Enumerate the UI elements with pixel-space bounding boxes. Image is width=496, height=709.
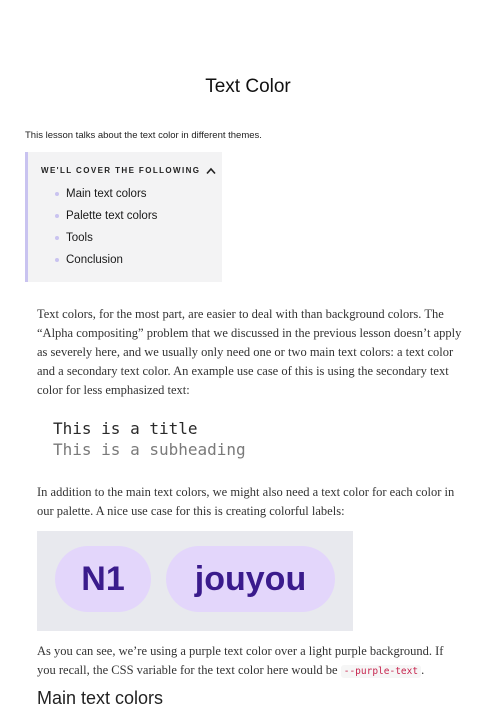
bullet-icon: [55, 258, 59, 262]
paragraph-palette-colors: In addition to the main text colors, we might also need a text color for each color in our palette. A nice use case for this is creating colorful labels:: [37, 485, 455, 518]
paragraph-purple-text: As you can see, we’re using a purple text color over a light purple background. If you recall, the CSS variable for the text color here would be --purple-text .: [37, 644, 444, 677]
toc-item-palette-text-colors[interactable]: Palette text colors: [66, 208, 157, 230]
toc-toggle[interactable]: [41, 166, 216, 175]
lesson-intro: This lesson talks about the text color in different themes.: [25, 130, 262, 141]
code-line-title: This is a title: [53, 419, 198, 438]
toc-heading: WE'LL COVER THE FOLLOWING: [41, 166, 201, 175]
chevron-up-icon: [206, 167, 216, 175]
table-of-contents: [25, 152, 222, 282]
toc-list: [66, 186, 157, 274]
bullet-icon: [55, 236, 59, 240]
paragraph-text-colors: Text colors, for the most part, are easier to deal with than background colors. The “Alpha compositing” problem that we discussed in the previous lesson doesn’t apply as severely here, and we usually only need one or two main text colors: a text color and a secondary text color. An example use case of this is using the secondary text color for less emphasized text:: [37, 307, 462, 397]
toc-item-tools[interactable]: Tools: [66, 230, 157, 252]
labels-demo: [37, 531, 353, 631]
bullet-icon: [55, 214, 59, 218]
toc-item-main-text-colors[interactable]: Main text colors: [66, 186, 157, 208]
label-pill-jouyou: jouyou: [166, 546, 335, 612]
page-title: Text Color: [205, 76, 291, 97]
inline-code: --purple-text: [341, 665, 421, 678]
code-line-subheading: This is a subheading: [53, 440, 246, 459]
section-heading-main-text-colors: Main text colors: [37, 688, 164, 708]
toc-item-conclusion[interactable]: Conclusion: [66, 252, 157, 274]
bullet-icon: [55, 192, 59, 196]
label-pill-n1: N1: [55, 546, 151, 612]
code-sample: [53, 418, 246, 460]
